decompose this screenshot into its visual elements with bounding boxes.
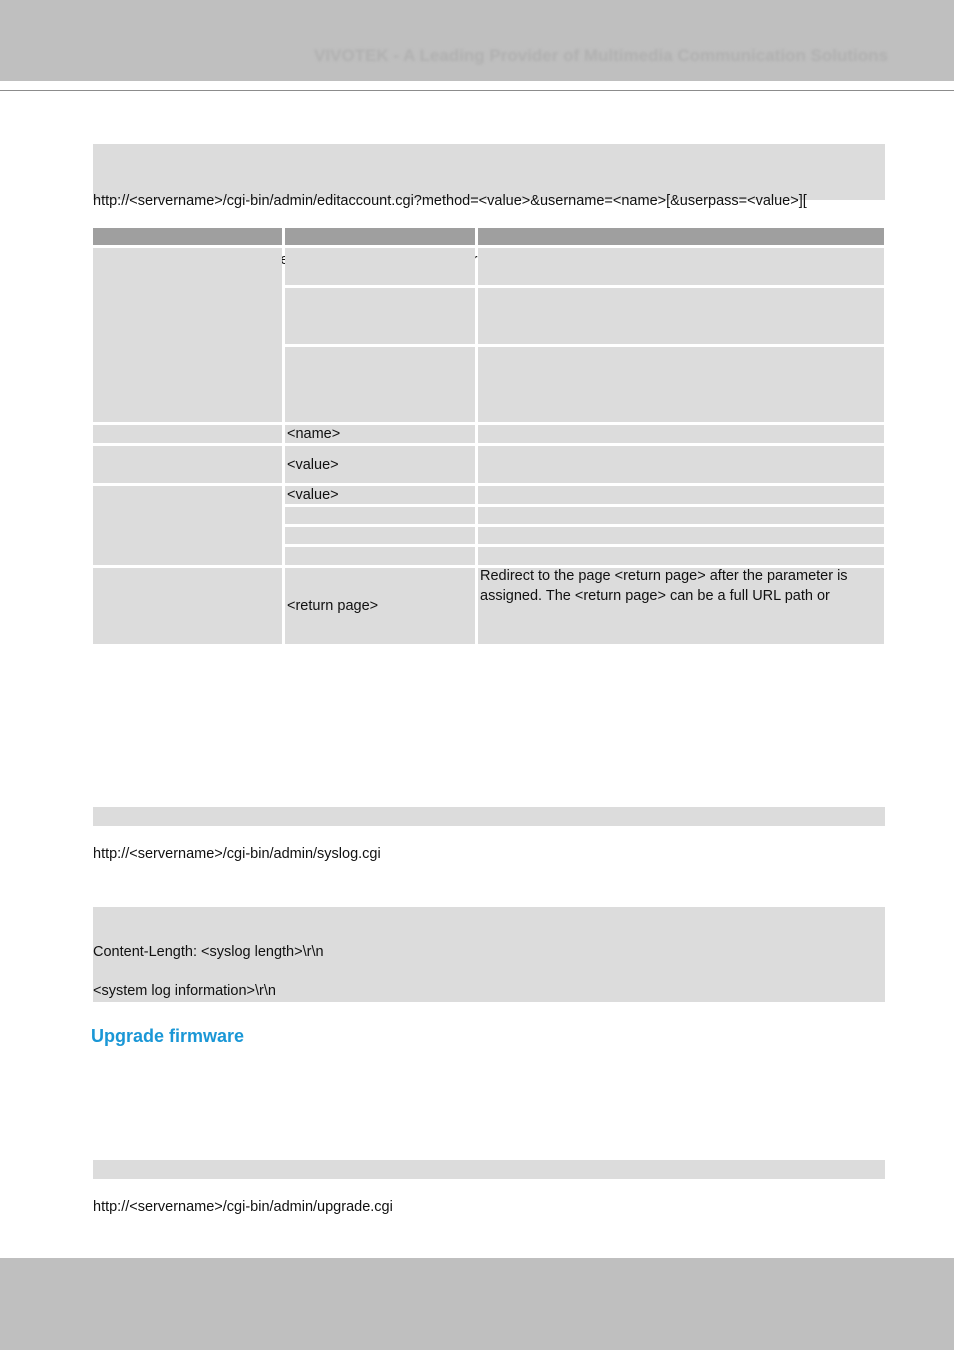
syslog-response-line2: <system log information>\r\n (93, 983, 276, 999)
table-cell-userpass-desc (478, 446, 884, 483)
table-cell-username-desc (478, 425, 884, 443)
table-cell-userpass-param (93, 446, 282, 483)
upgrade-syntax-text: http://<servername>/cgi-bin/admin/upgrade.cgi (93, 1199, 393, 1215)
syslog-syntax-box (93, 807, 885, 862)
table-header-value (285, 228, 475, 245)
table-cell-privilege-desc-3 (478, 527, 884, 544)
header-divider (0, 90, 954, 91)
table-cell-privilege-desc-2 (478, 507, 884, 524)
table-cell-method-desc-2 (478, 288, 884, 344)
syslog-response-box (93, 907, 885, 1002)
table-cell-method-value-1 (285, 248, 475, 285)
table-cell-method-value-3 (285, 347, 475, 422)
editaccount-syntax-box (93, 144, 885, 209)
header-band (0, 0, 954, 81)
table-cell-userpass-value (285, 446, 475, 483)
username-value-text: <name> (287, 426, 341, 442)
table-cell-return-param (93, 568, 282, 644)
upgrade-syntax-box (93, 1160, 885, 1215)
table-cell-method-value-2 (285, 288, 475, 344)
table-cell-method-param (93, 248, 282, 422)
table-cell-privilege-desc-1 (478, 486, 884, 504)
editaccount-syntax-line1: http://<servername>/cgi-bin/admin/editaccount.cgi?method=<value>&username=<name>[&userpass=<value>][ (93, 193, 807, 209)
table-cell-method-desc-3 (478, 347, 884, 422)
table-cell-privilege-value-1 (285, 486, 475, 504)
return-value-text: <return page> (287, 598, 379, 614)
footer-band (0, 1258, 954, 1350)
table-cell-username-value (285, 425, 475, 443)
table-header-parameter (93, 228, 282, 245)
table-cell-method-desc-1 (478, 248, 884, 285)
privilege-value-text: <value> (287, 487, 339, 503)
table-cell-privilege-value-2 (285, 507, 475, 524)
table-cell-username-param (93, 425, 282, 443)
syslog-syntax-text: http://<servername>/cgi-bin/admin/syslog.cgi (93, 846, 381, 862)
table-cell-return-value (285, 568, 475, 644)
syslog-response-line1: Content-Length: <syslog length>\r\n (93, 944, 324, 960)
header-title: VIVOTEK - A Leading Provider of Multimedia Communication Solutions (314, 46, 888, 65)
section-title-upgrade-firmware: Upgrade firmware (91, 1026, 245, 1046)
table-header-description (478, 228, 884, 245)
return-desc-text: Redirect to the page <return page> after the parameter is assigned. The <return page> can be a full URL path or (480, 568, 848, 604)
userpass-value-text: <value> (287, 456, 339, 473)
table-cell-privilege-desc-4 (478, 547, 884, 565)
table-cell-privilege-param (93, 486, 282, 565)
table-cell-privilege-value-4 (285, 547, 475, 565)
table-cell-privilege-value-3 (285, 527, 475, 544)
table-cell-return-desc (478, 568, 884, 644)
